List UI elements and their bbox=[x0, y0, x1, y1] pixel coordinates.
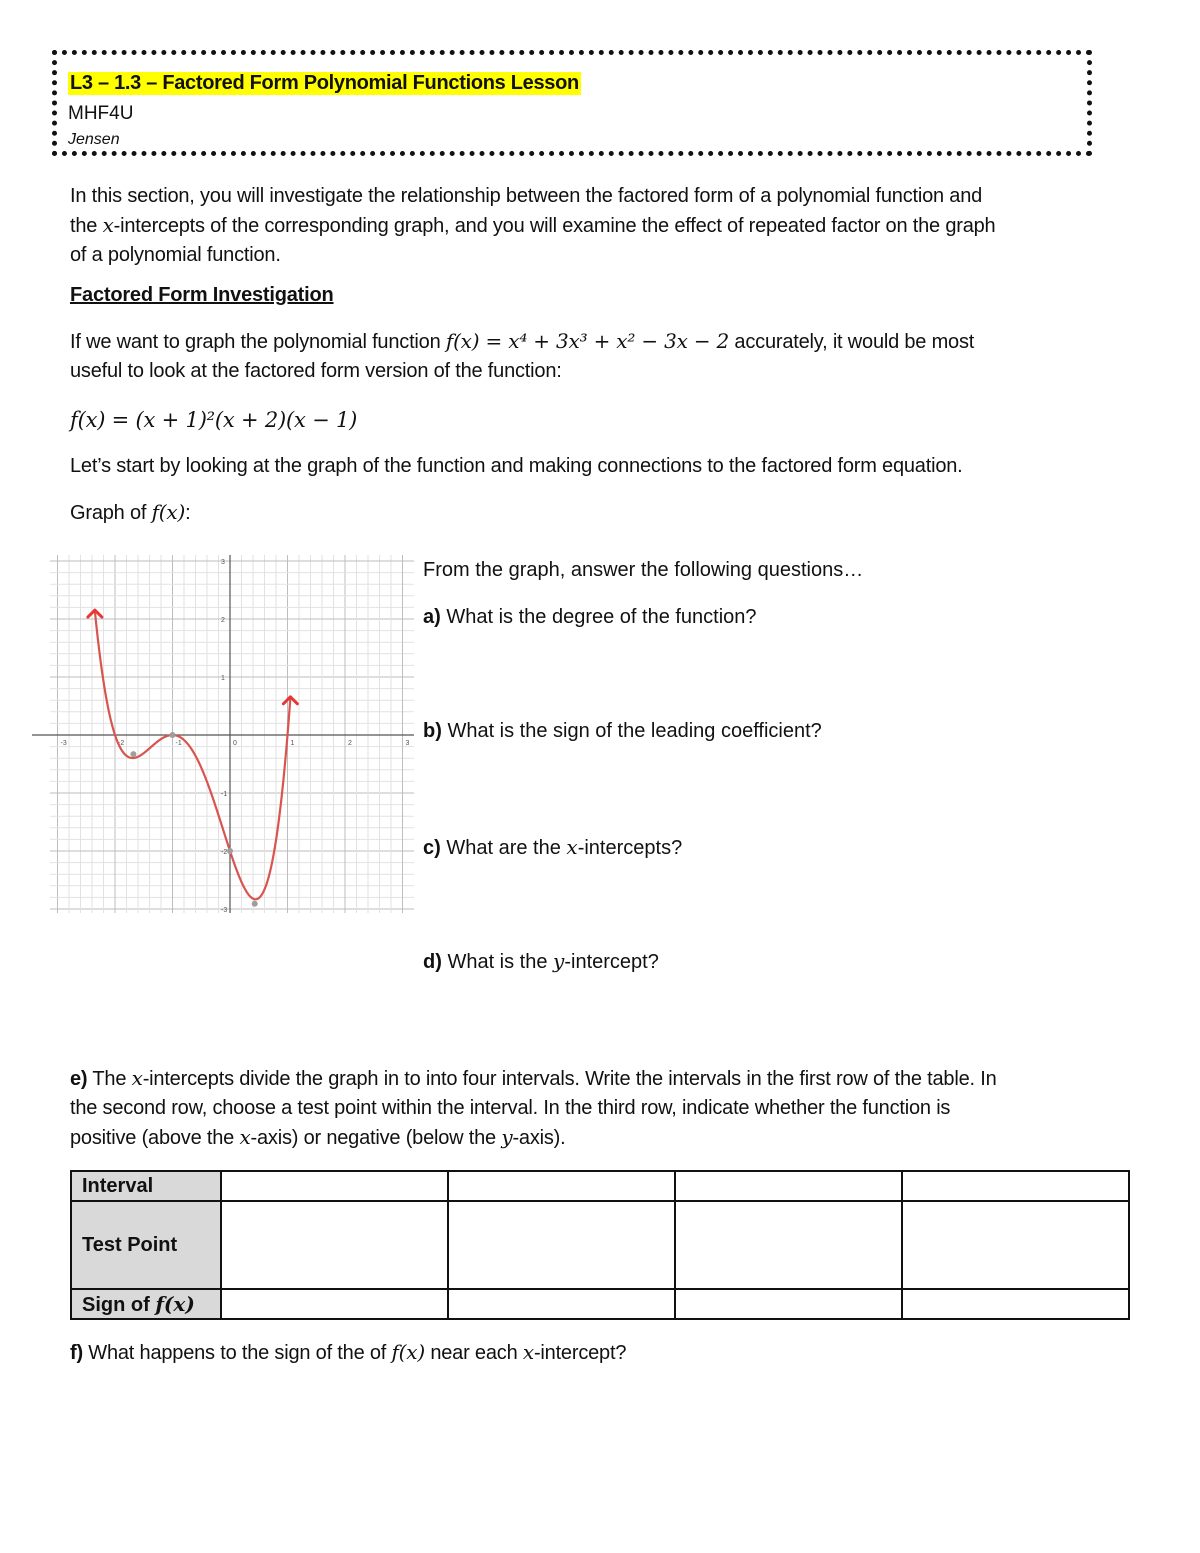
factored-equation: f(x) = (x + 1)²(x + 2)(x − 1) bbox=[70, 408, 358, 432]
graph-intro-post: accurately, it would be most bbox=[729, 331, 975, 353]
question-e-line-2: the second row, choose a test point within the interval. In the third row, indicate whether the function is bbox=[70, 1097, 951, 1119]
question-e-l3-pre: positive (above the bbox=[70, 1127, 240, 1149]
question-c-var: x bbox=[566, 835, 578, 859]
graph-label-pre: Graph of bbox=[70, 502, 152, 524]
graph-intro-line-2: useful to look at the factored form version of the function: bbox=[70, 360, 562, 382]
x-tick-label: 1 bbox=[290, 740, 295, 747]
question-e-l3-post: -axis). bbox=[512, 1127, 566, 1149]
table-row-sign bbox=[71, 1289, 1129, 1319]
question-e-letter: e) bbox=[70, 1068, 88, 1090]
x-tick-label: 2 bbox=[348, 740, 352, 747]
table-cell[interactable] bbox=[675, 1171, 902, 1201]
graph-label-fn: f(x) bbox=[151, 500, 186, 524]
table-cell[interactable] bbox=[902, 1171, 1129, 1201]
question-f-mid: near each bbox=[424, 1342, 523, 1364]
graph-marker-point bbox=[170, 732, 176, 738]
intro-line-3: of a polynomial function. bbox=[70, 244, 281, 266]
question-a-letter: a) bbox=[423, 606, 441, 628]
function-graph bbox=[32, 545, 414, 913]
question-e bbox=[70, 1064, 997, 1153]
y-tick-label: 1 bbox=[221, 675, 225, 682]
intro-var-x: x bbox=[102, 213, 114, 237]
question-e-line-1 bbox=[70, 1064, 997, 1094]
question-c-letter: c) bbox=[423, 837, 441, 859]
question-e-l3-mid: -axis) or negative (below the bbox=[250, 1127, 502, 1149]
header-box bbox=[52, 50, 1092, 156]
y-tick-label: -2 bbox=[221, 849, 228, 856]
question-c-post: -intercepts? bbox=[577, 837, 683, 859]
table-cell[interactable] bbox=[448, 1201, 675, 1289]
intro-line-2-post: -intercepts of the corresponding graph, and you will examine the effect of repeated factor on the graph bbox=[113, 215, 996, 237]
question-d-pre: What is the bbox=[441, 951, 554, 973]
graph-marker-point bbox=[130, 751, 136, 757]
table-header-test-point: Test Point bbox=[71, 1201, 221, 1289]
section-heading: Factored Form Investigation bbox=[70, 284, 334, 306]
question-d-post: -intercept? bbox=[564, 951, 659, 973]
questions-intro: From the graph, answer the following questions… bbox=[423, 559, 864, 581]
table-header-interval: Interval bbox=[71, 1171, 221, 1201]
intro-paragraph bbox=[70, 182, 995, 270]
course-code: MHF4U bbox=[68, 103, 134, 124]
x-tick-label: 3 bbox=[405, 740, 410, 747]
graph-intro-paragraph bbox=[70, 327, 974, 386]
question-e-var-x2: x bbox=[239, 1125, 251, 1149]
graph-marker-point bbox=[252, 901, 258, 907]
table-cell[interactable] bbox=[221, 1171, 448, 1201]
x-tick-label: -2 bbox=[118, 740, 125, 747]
lesson-title: L3 – 1.3 – Factored Form Polynomial Functions Lesson bbox=[70, 72, 579, 94]
table-cell[interactable] bbox=[902, 1201, 1129, 1289]
y-tick-label: 2 bbox=[221, 617, 225, 624]
x-tick-label: -3 bbox=[60, 740, 67, 747]
table-row-interval bbox=[71, 1171, 1129, 1201]
question-f-post: -intercept? bbox=[533, 1342, 627, 1364]
question-f-pre: What happens to the sign of the of bbox=[82, 1342, 392, 1364]
author-name: Jensen bbox=[68, 131, 120, 148]
question-e-l1-pre: The bbox=[87, 1068, 132, 1090]
function-curve bbox=[95, 611, 291, 899]
x-tick-label: 0 bbox=[233, 740, 237, 747]
question-c bbox=[423, 835, 682, 860]
question-e-l1-post: -intercepts divide the graph in to into four intervals. Write the intervals in the first row of the table. In bbox=[142, 1068, 997, 1090]
table-cell[interactable] bbox=[221, 1289, 448, 1319]
question-b bbox=[423, 720, 822, 743]
intro-line-1: In this section, you will investigate the relationship between the factored form of a polynomial function and bbox=[70, 185, 983, 207]
table-cell[interactable] bbox=[675, 1201, 902, 1289]
table-header-sign-pre: Sign of bbox=[82, 1293, 156, 1316]
table-header-sign bbox=[71, 1289, 221, 1319]
question-e-line-3 bbox=[70, 1123, 997, 1153]
table-row-test-point bbox=[71, 1201, 1129, 1289]
table-cell[interactable] bbox=[675, 1289, 902, 1319]
question-f-var: x bbox=[522, 1340, 534, 1364]
question-e-var-y: y bbox=[501, 1125, 513, 1149]
table-header-sign-fn: f(x) bbox=[155, 1291, 195, 1316]
graph-label-post: : bbox=[185, 502, 191, 524]
graph-intro-line-1 bbox=[70, 327, 974, 357]
graph-marker-point bbox=[227, 848, 233, 854]
question-d-letter: d) bbox=[423, 951, 442, 973]
question-e-var-x: x bbox=[131, 1066, 143, 1090]
y-tick-label: -3 bbox=[221, 907, 228, 913]
intro-line-2 bbox=[70, 211, 995, 241]
graph-intro-pre: If we want to graph the polynomial function bbox=[70, 331, 446, 353]
y-tick-label: 3 bbox=[221, 559, 225, 566]
standard-form-equation: f(x) = x⁴ + 3x³ + x² − 3x − 2 bbox=[445, 329, 730, 353]
question-a-text: What is the degree of the function? bbox=[440, 606, 757, 628]
table-cell[interactable] bbox=[448, 1171, 675, 1201]
question-d bbox=[423, 949, 659, 974]
question-b-letter: b) bbox=[423, 720, 442, 742]
graph-label bbox=[70, 498, 190, 528]
x-tick-label: -1 bbox=[175, 740, 182, 747]
question-b-text: What is the sign of the leading coefficient? bbox=[441, 720, 822, 742]
graph-tick-labels bbox=[61, 559, 410, 913]
question-d-var: y bbox=[553, 949, 565, 973]
intro-line-2-pre: the bbox=[70, 215, 103, 237]
table-cell[interactable] bbox=[221, 1201, 448, 1289]
question-f-letter: f) bbox=[70, 1342, 83, 1364]
y-tick-label: -1 bbox=[221, 791, 228, 798]
question-a bbox=[423, 606, 757, 629]
table-cell[interactable] bbox=[902, 1289, 1129, 1319]
connections-text: Let’s start by looking at the graph of the function and making connections to the factored form equation. bbox=[70, 455, 963, 477]
table-cell[interactable] bbox=[448, 1289, 675, 1319]
interval-table bbox=[70, 1170, 1130, 1320]
question-f bbox=[70, 1338, 626, 1368]
question-f-fn: f(x) bbox=[391, 1340, 425, 1364]
question-c-pre: What are the bbox=[440, 837, 567, 859]
